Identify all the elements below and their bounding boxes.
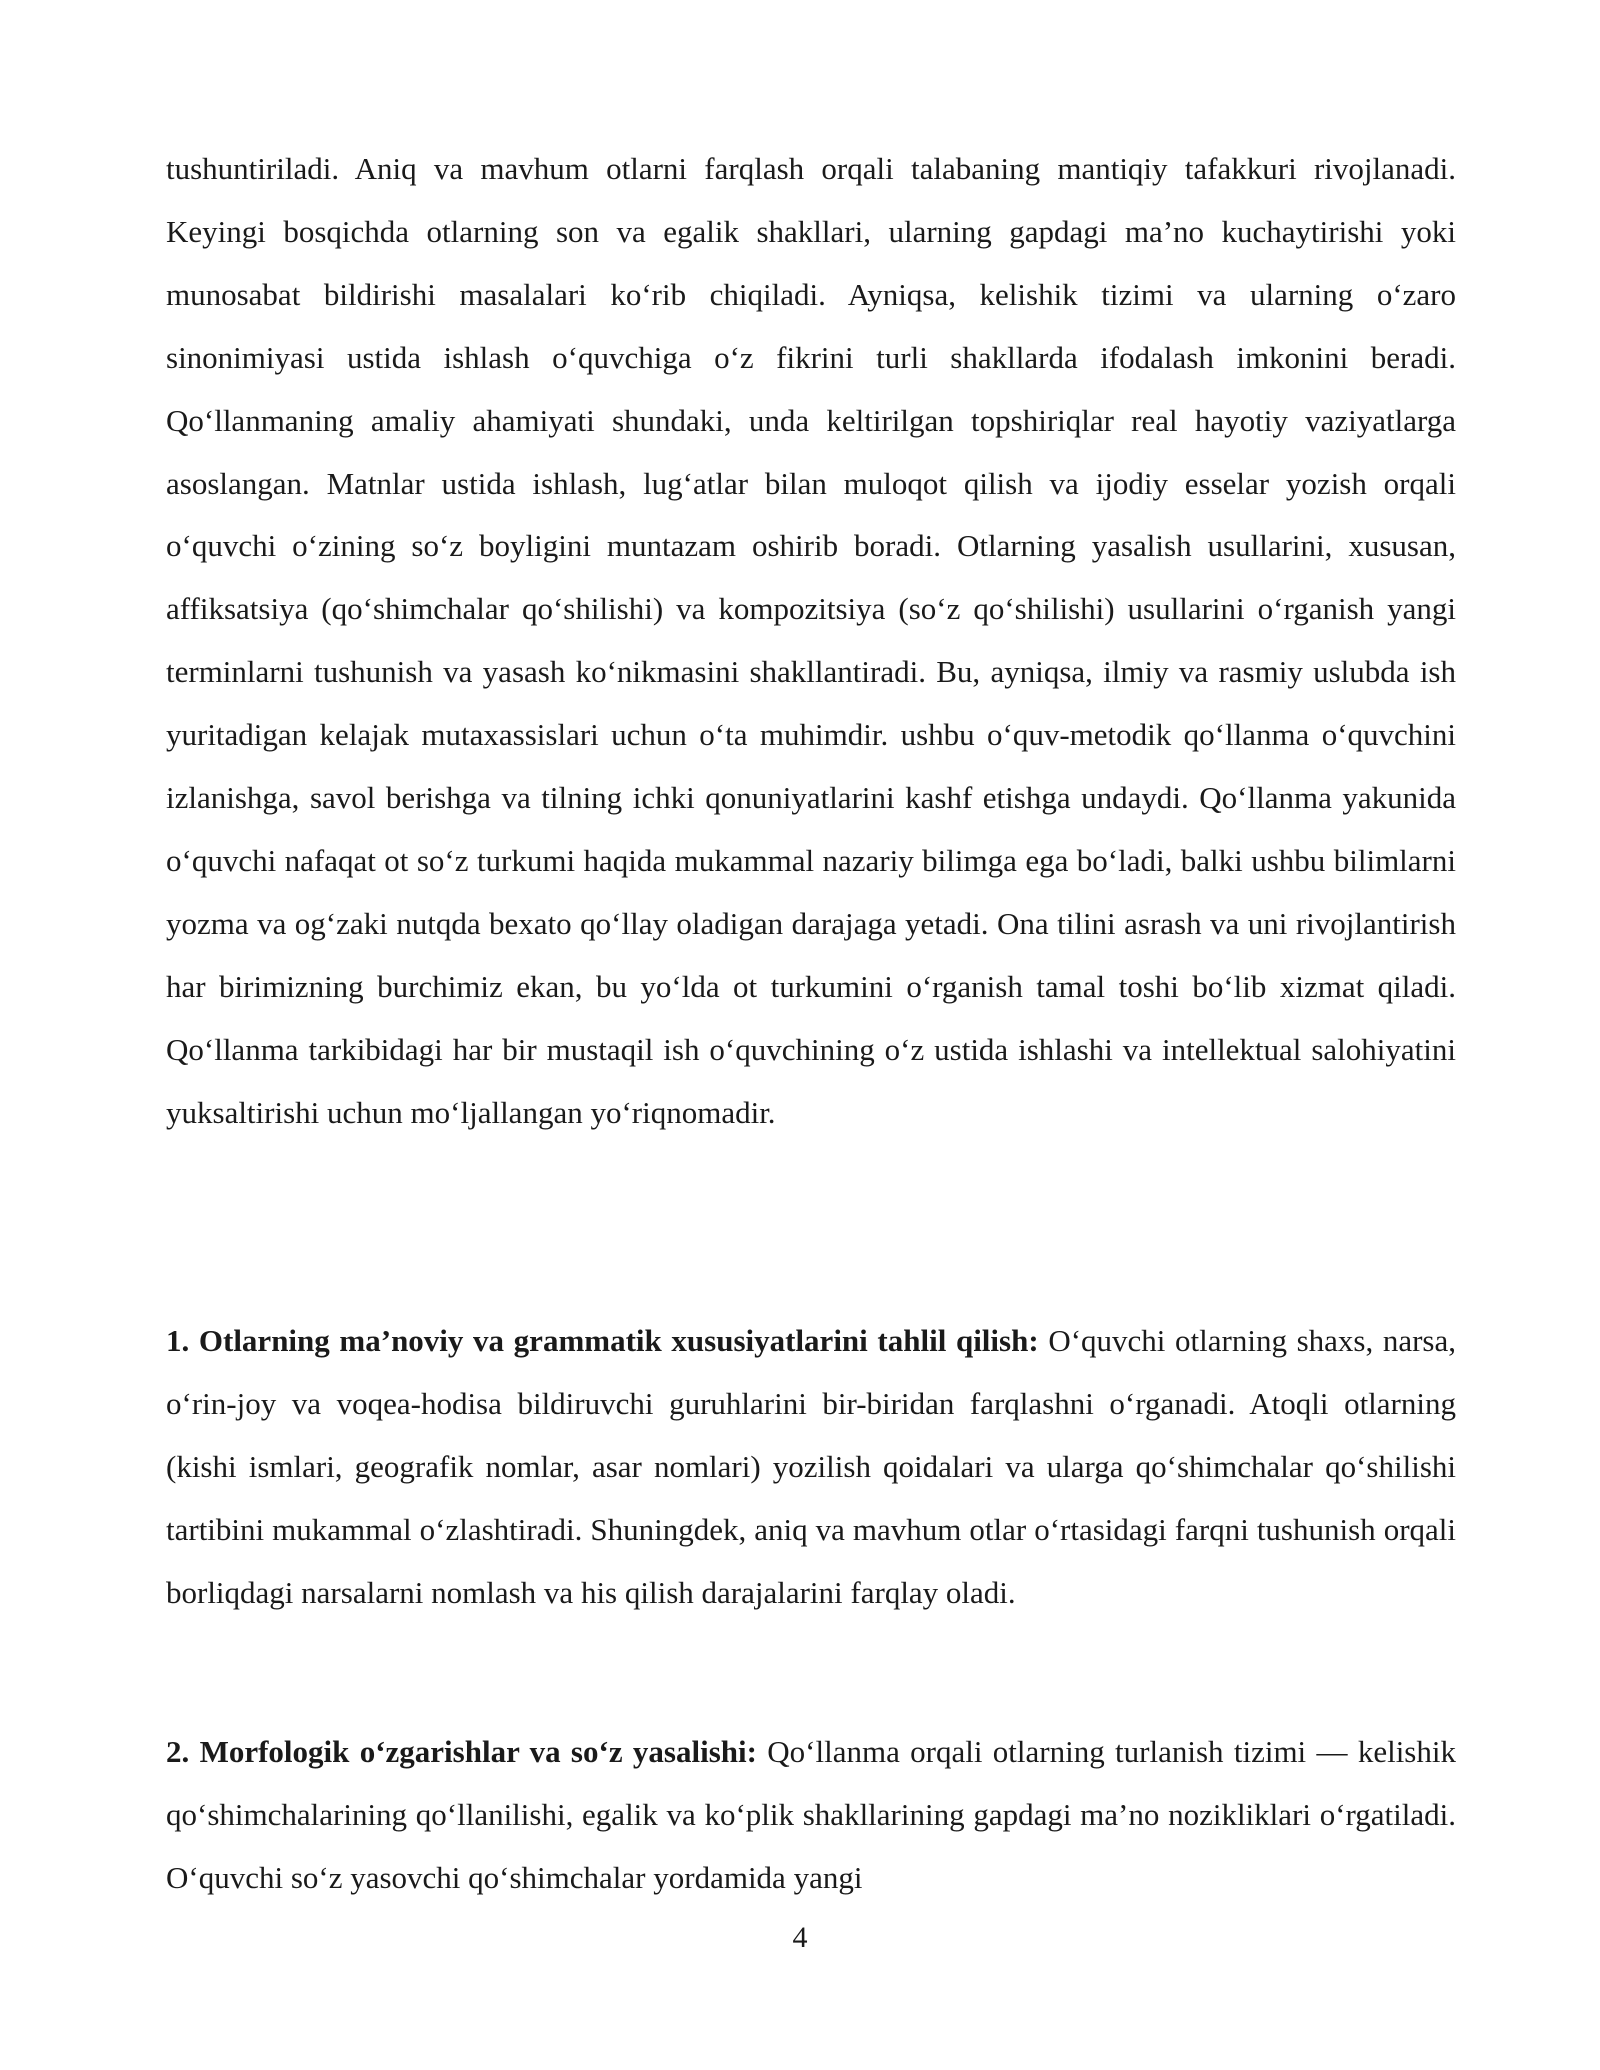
section-1-heading: 1. Otlarning ma’noviy va grammatik xususiyatlarini tahlil qilish: — [166, 1323, 1039, 1358]
section-1-paragraph — [166, 1310, 1456, 1625]
section-2-heading: 2. Morfologik o‘zgarishlar va so‘z yasalishi: — [166, 1734, 757, 1769]
section-2-body: Qo‘llanma orqali otlarning turlanish tizimi — kelishik qo‘shimchalarining qo‘llanilishi, egalik va ko‘plik shakllarining gapdagi ma’no nozikliklari o‘rgatiladi. O‘quvchi so‘z yasovchi qo‘shimchalar yordamida yangi — [166, 1734, 1456, 1895]
section-1-body: O‘quvchi otlarning shaxs, narsa, o‘rin-joy va voqea-hodisa bildiruvchi guruhlarini bir-biridan farqlashni o‘rganadi. Atoqli otlarning (kishi ismlari, geografik nomlar, asar nomlari) yozilish qoidalari va ularga qo‘shimchalar qo‘shilishi tartibini mukammal o‘zlashtiradi. Shuningdek, aniq va mavhum otlar o‘rtasidagi farqni tushunish orqali borliqdagi narsalarni nomlash va his qilish darajalarini farqlay oladi. — [166, 1323, 1457, 1610]
page-number: 4 — [792, 1921, 808, 1954]
intro-paragraph: tushuntiriladi. Aniq va mavhum otlarni farqlash orqali talabaning mantiqiy tafakkuri rivojlanadi. Keyingi bosqichda otlarning son va egalik shakllari, ularning gapdagi ma’no kuchaytirishi yoki munosabat bildirishi masalalari ko‘rib chiqiladi. Ayniqsa, kelishik tizimi va ularning o‘zaro sinonimiyasi ustida ishlash o‘quvchiga o‘z fikrini turli shakllarda ifodalash imkonini beradi. Qo‘llanmaning amaliy ahamiyati shundaki, unda keltirilgan topshiriqlar real hayotiy vaziyatlarga asoslangan. Matnlar ustida ishlash, lug‘atlar bilan muloqot qilish va ijodiy esselar yozish orqali o‘quvchi o‘zining so‘z boyligini muntazam oshirib boradi. Otlarning yasalish usullarini, xususan, affiksatsiya (qo‘shimchalar qo‘shilishi) va kompozitsiya (so‘z qo‘shilishi) usullarini o‘rganish yangi terminlarni tushunish va yasash ko‘nikmasini shakllantiradi. Bu, ayniqsa, ilmiy va rasmiy uslubda ish yuritadigan kelajak mutaxassislari uchun o‘ta muhimdir. ushbu o‘quv-metodik qo‘llanma o‘quvchini izlanishga, savol berishga va tilning ichki qonuniyatlarini kashf etishga undaydi. Qo‘llanma yakunida o‘quvchi nafaqat ot so‘z turkumi haqida mukammal nazariy bilimga ega bo‘ladi, balki ushbu bilimlarni yozma va og‘zaki nutqda bexato qo‘llay oladigan darajaga yetadi. Ona tilini asrash va uni rivojlantirish har birimizning burchimiz ekan, bu yo‘lda ot turkumini o‘rganish tamal toshi bo‘lib xizmat qiladi. Qo‘llanma tarkibidagi har bir mustaqil ish o‘quvchining o‘z ustida ishlashi va intellektual salohiyatini yuksaltirishi uchun mo‘ljallangan yo‘riqnomadir. — [166, 151, 1456, 1130]
section-2-paragraph — [166, 1721, 1456, 1910]
